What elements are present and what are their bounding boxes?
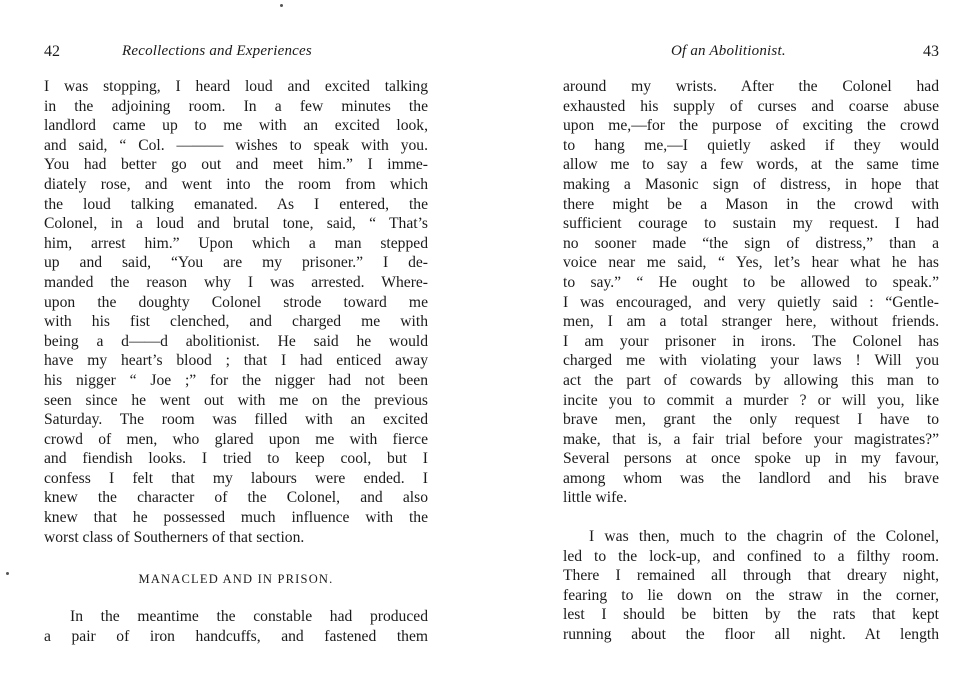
text-line: around my wrists. After the Colonel had bbox=[563, 78, 939, 95]
right-page bbox=[563, 0, 939, 687]
text-line: among whom was the landlord and his brave bbox=[563, 469, 939, 487]
text-line: voice near me said, “ Yes, let’s hear what he has bbox=[563, 254, 939, 272]
text-line: exhausted his supply of curses and coarse abuse bbox=[563, 97, 939, 115]
text-line: making a Masonic sign of distress, in hope that bbox=[563, 175, 939, 193]
text-line: incite you to commit a murder ? or will you, like bbox=[563, 391, 939, 409]
text-line: little wife. bbox=[563, 489, 628, 507]
text-line: his nigger “ Joe ;” for the nigger had not been bbox=[44, 371, 428, 389]
text-line: Saturday. The room was filled with an excited bbox=[44, 411, 428, 429]
text-line: have my heart’s blood ; that I had enticed away bbox=[44, 352, 428, 370]
text-line: make, that is, a fair trial before your magistrates?” bbox=[563, 430, 939, 448]
text-line: I was encouraged, and very quietly said : “Gentle- bbox=[563, 293, 939, 311]
left-paragraph-2 bbox=[44, 607, 428, 646]
text-line: crowd of men, who glared upon me with fierce bbox=[44, 430, 428, 448]
text-line: the loud talking emanated. As I entered, the bbox=[44, 195, 428, 213]
text-line: fearing to lie down on the straw in the corner, bbox=[563, 586, 939, 604]
left-page-header bbox=[44, 43, 428, 63]
text-line: in the adjoining room. In a few minutes the bbox=[44, 97, 428, 115]
text-line: him, arrest him.” Upon which a man stepped bbox=[44, 234, 428, 252]
text-line: being a d——d abolitionist. He said he would bbox=[44, 332, 428, 350]
right-paragraph-1 bbox=[563, 77, 939, 508]
text-line: act the part of cowards by allowing this man to bbox=[563, 371, 939, 389]
text-line: allow me to say a few words, at the same time bbox=[563, 156, 939, 174]
text-line: knew that he possessed much influence with the bbox=[44, 509, 428, 527]
text-line: brave men, grant the only request I have to bbox=[563, 411, 939, 429]
text-line: upon me,—for the purpose of exciting the crowd bbox=[563, 117, 939, 135]
text-line: knew the character of the Colonel, and also bbox=[44, 489, 428, 507]
text-line: a pair of iron handcuffs, and fastened them bbox=[44, 627, 428, 645]
text-line: In the meantime the constable had produced bbox=[70, 608, 428, 625]
text-line: charged me with violating your laws ! Will you bbox=[563, 352, 939, 370]
right-page-number: 43 bbox=[923, 43, 939, 60]
left-running-title: Recollections and Experiences bbox=[122, 43, 312, 59]
text-line: with his fist clenched, and charged me with bbox=[44, 313, 428, 331]
text-line: worst class of Southerners of that section. bbox=[44, 528, 305, 546]
text-line: You had better go out and meet him.” I imme- bbox=[44, 156, 428, 174]
text-line: there might be a Mason in the crowd with bbox=[563, 195, 939, 213]
text-line: confess I felt that my labours were ended. I bbox=[44, 469, 428, 487]
text-line: lest I should be bitten by the rats that kept bbox=[563, 606, 939, 624]
text-line: led to the lock-up, and confined to a filthy room. bbox=[563, 547, 939, 565]
left-paragraph-1 bbox=[44, 77, 428, 547]
right-paragraph-2 bbox=[563, 527, 939, 645]
text-line: seen since he went out with me on the previous bbox=[44, 391, 428, 409]
text-line: up and said, “You are my prisoner.” I de- bbox=[44, 254, 428, 272]
print-speck bbox=[6, 572, 9, 575]
text-line: manded the reason why I was arrested. Where- bbox=[44, 273, 428, 291]
text-line: running about the floor all night. At length bbox=[563, 625, 939, 643]
text-line: and fiendish looks. I tried to keep cool, but I bbox=[44, 450, 428, 468]
text-line: and said, “ Col. ——— wishes to speak with you. bbox=[44, 136, 428, 154]
text-line: I am your prisoner in irons. The Colonel has bbox=[563, 332, 939, 350]
text-line: diately rose, and went into the room from which bbox=[44, 175, 428, 193]
text-line: Colonel, in a loud and brutal tone, said, “ That’s bbox=[44, 215, 428, 233]
right-running-title: Of an Abolitionist. bbox=[671, 43, 786, 59]
left-page bbox=[44, 0, 428, 687]
text-line: no sooner made “the sign of distress,” than a bbox=[563, 234, 939, 252]
text-line: men, I am a total stranger here, without friends. bbox=[563, 313, 939, 331]
text-line: to say.” “ He ought to be allowed to speak.” bbox=[563, 273, 939, 291]
right-page-header bbox=[563, 43, 939, 63]
text-line: I was then, much to the chagrin of the Colonel, bbox=[589, 528, 939, 545]
text-line: There I remained all through that dreary night, bbox=[563, 567, 939, 585]
text-line: Several persons at once spoke up in my favour, bbox=[563, 450, 939, 468]
section-heading: MANACLED AND IN PRISON. bbox=[138, 572, 334, 586]
text-line: sufficient courage to sustain my request. I had bbox=[563, 215, 939, 233]
left-page-number: 42 bbox=[44, 43, 60, 60]
text-line: landlord came up to me with an excited look, bbox=[44, 117, 428, 135]
text-line: upon the doughty Colonel strode toward me bbox=[44, 293, 428, 311]
text-line: to hang me,—I quietly asked if they would bbox=[563, 136, 939, 154]
text-line: I was stopping, I heard loud and excited talking bbox=[44, 78, 428, 95]
